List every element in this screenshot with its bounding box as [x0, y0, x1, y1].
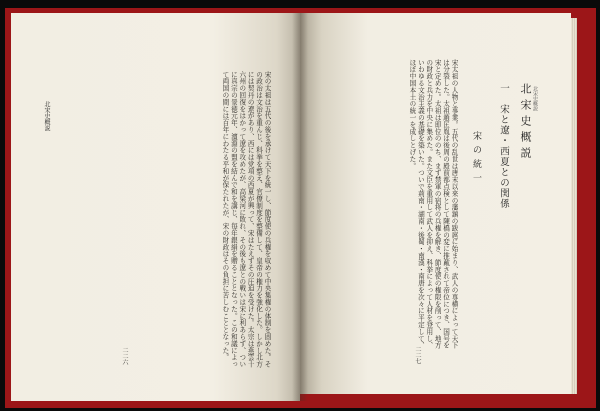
gutter-shadow [292, 13, 308, 401]
right-page-number: 二二七 [414, 346, 421, 364]
section-label: 北宋史概説 [532, 86, 538, 111]
chapter-title: 一 宋と遼・西夏との関係 [498, 83, 509, 209]
page-main-title: 北宋史概説 [519, 83, 532, 163]
left-page-number: 二二六 [121, 347, 128, 365]
left-running-head: 北宋史概説 [43, 101, 50, 131]
right-page [300, 13, 571, 394]
left-page [11, 13, 300, 401]
left-page-body: 宋の太祖は五代の後を承けて天下を統一し、節度使の兵権を収めて中央集権の体制を固めた。その政治は文治を重んじ、科挙を整え、官僚制度を整備して、皇帝の権力を強化した。しかし北方には契丹の遼があり、西には党項の西夏が興って、宋はたえずその圧迫を受けた。太宗は燕雲十六州の回復をはかって遼を攻めたが、高梁河に敗れ、その後も遼との戦いは宋に利あらず、ついに真宗の景徳元年、澶淵の盟を結んで和を講じ、毎年銀絹を贈ることとなった。この和議によって両国の間には百年にわたる平和が保たれたが、宋の財政はその負担に苦しむこととなった。 [220, 71, 271, 368]
right-page-body: 宋太祖の人物と事業。五代の乱世は唐末以来の藩鎮の跋扈に始まり、武人の専横によって天下は分裂した。太祖趙匡胤は後周の殿前都点検として陳橋の変に推戴されて帝位につき、国号を宋と定めた。太祖は即位ののち、まず禁軍の宿将の兵権を解き、節度使の権限を削って、地方の財政と兵力を中央に集めた。また文臣を重用して武人を抑え、科挙によって人材を登用し、いわゆる文治主義の基礎を築いた。ついで荊南・湖南・後蜀・南漢・南唐を次々に平定して、ほぼ中国本土の統一を成しとげた。 [407, 59, 458, 349]
subsection-title: 宋の統一 [471, 131, 481, 187]
